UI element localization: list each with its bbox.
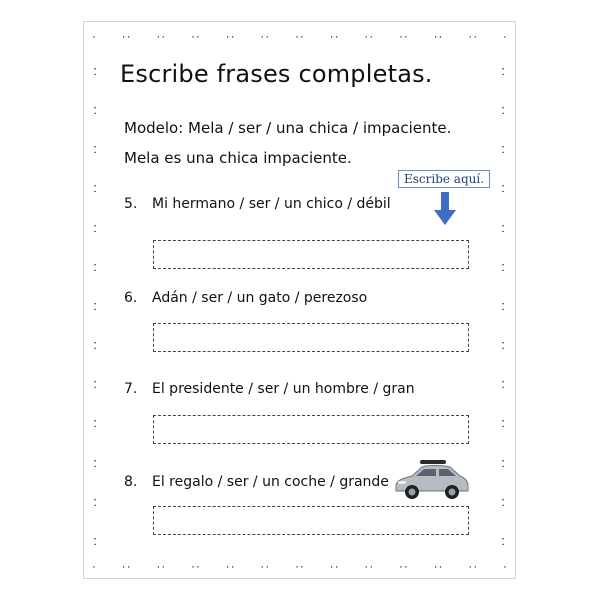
car-icon — [390, 456, 470, 502]
model-prompt: Modelo: Mela / ser / una chica / impaciente. — [124, 119, 452, 137]
write-here-callout: Escribe aquí. — [398, 170, 490, 188]
item-prompt: Adán / ser / un gato / perezoso — [152, 290, 368, 306]
item-number: 5. — [124, 196, 138, 212]
dotted-border-right: : : : : : : : : : : : : : — [501, 63, 505, 548]
answer-box-6[interactable] — [153, 323, 469, 352]
item-6 — [124, 290, 367, 306]
answer-box-5[interactable] — [153, 240, 469, 269]
item-prompt: Mi hermano / ser / un chico / débil — [152, 196, 391, 212]
worksheet-title: Escribe frases completas. — [120, 60, 433, 88]
dotted-border-top: · ·· ·· ·· ·· ·· ·· ·· ·· ·· ·· ·· · — [92, 29, 508, 43]
item-prompt: El presidente / ser / un hombre / gran — [152, 381, 415, 397]
item-8 — [124, 474, 389, 490]
model-answer: Mela es una chica impaciente. — [124, 149, 352, 167]
answer-box-7[interactable] — [153, 415, 469, 444]
down-arrow-icon — [434, 192, 456, 226]
item-7 — [124, 381, 415, 397]
item-number: 7. — [124, 381, 138, 397]
item-prompt: El regalo / ser / un coche / grande — [152, 474, 389, 490]
item-5 — [124, 196, 391, 212]
dotted-border-bottom: · ·· ·· ·· ·· ·· ·· ·· ·· ·· ·· ·· · — [92, 559, 508, 573]
answer-box-8[interactable] — [153, 506, 469, 535]
item-number: 8. — [124, 474, 138, 490]
dotted-border-left: : : : : : : : : : : : : : — [93, 63, 97, 548]
item-number: 6. — [124, 290, 138, 306]
